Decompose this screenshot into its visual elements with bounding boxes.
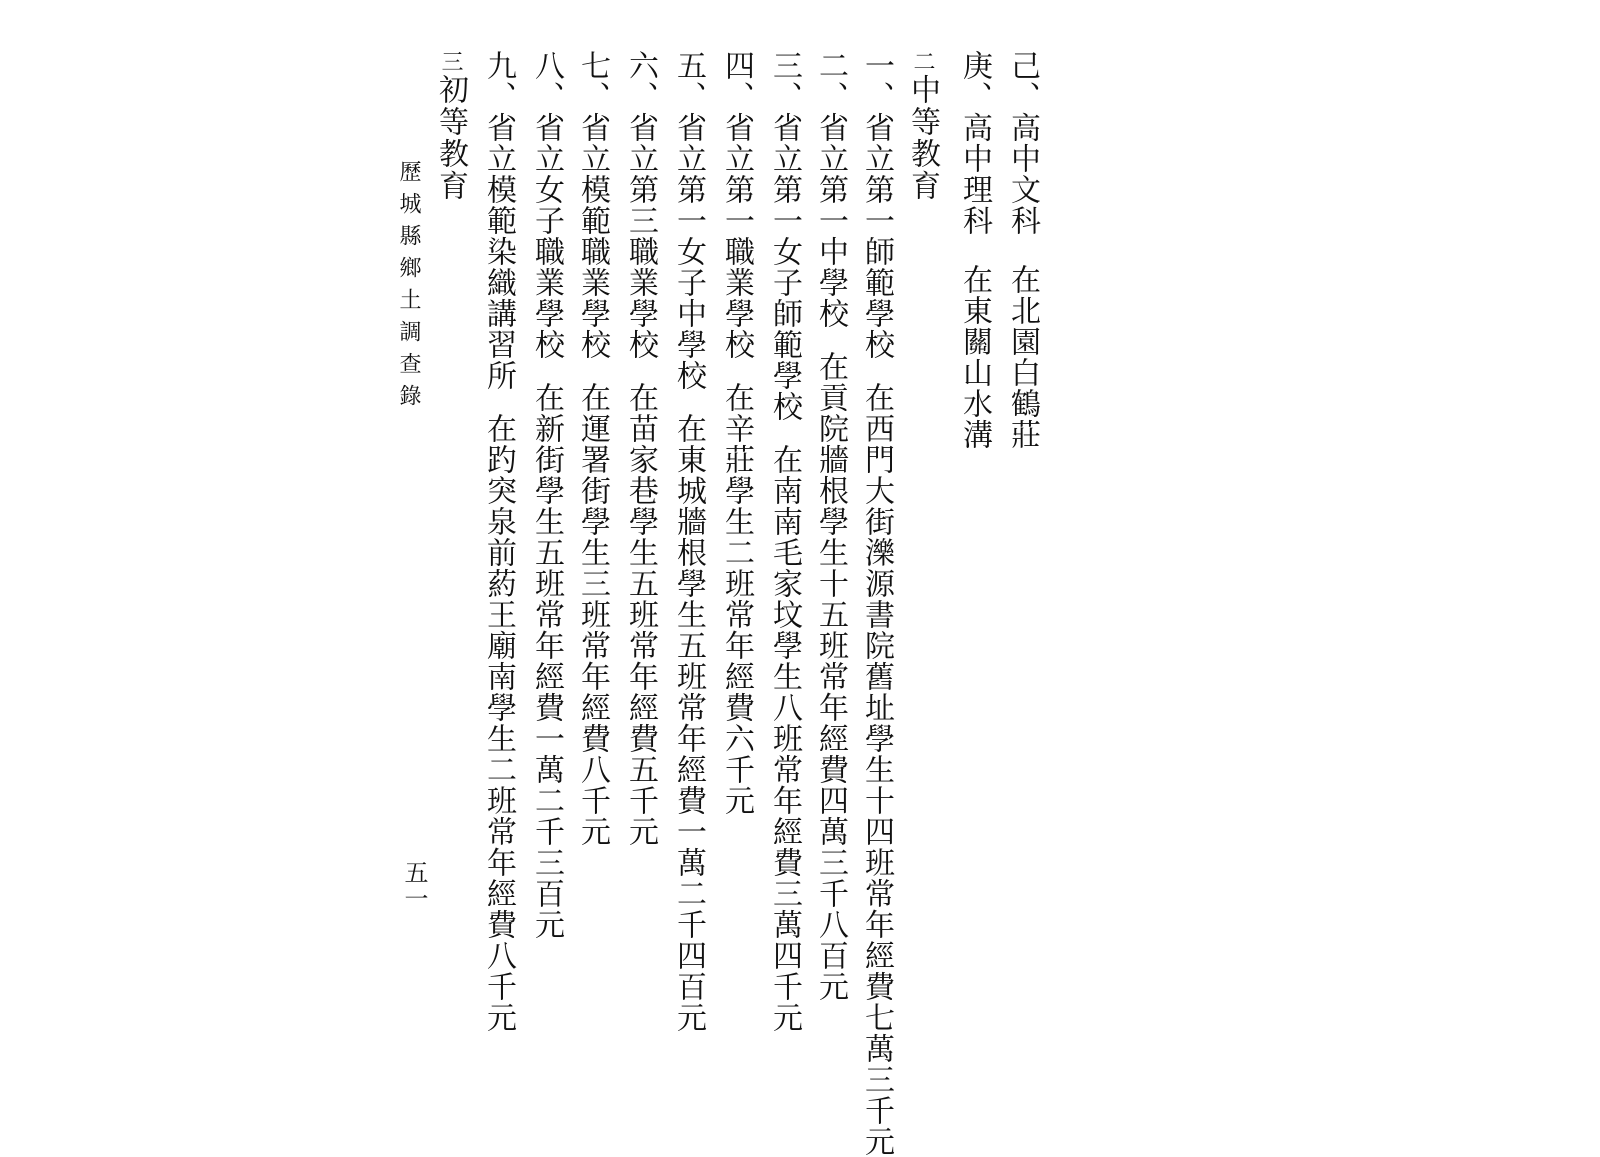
school-name: 省立第一師範學校 [859,112,894,360]
item-index: 庚、 [957,50,992,112]
school-name: 省立第三職業學校 [623,112,658,360]
item-index: 己、 [1005,50,1040,112]
item-detail: 在北園白鶴莊 [1005,264,1040,450]
school-detail: 在貢院牆根學生十五班常年經費四萬三千八百元 [813,351,848,1002]
school-index: 四、 [719,50,754,112]
list-item-high-school-science [956,50,992,450]
item-name: 高中理科 [957,112,992,236]
school-entry [574,50,610,847]
section-heading-primary [432,50,468,202]
section-heading-secondary [904,50,940,202]
page-number: 五一 [400,860,428,912]
school-entry [812,50,848,1002]
school-detail: 在南南毛家坟學生八班常年經費三萬四千元 [767,444,802,1033]
school-name: 省立第一女子師範學校 [767,112,802,422]
school-name: 省立模範職業學校 [575,112,610,360]
section-title: 初等教育 [433,74,468,202]
school-name: 省立第一中學校 [813,112,848,329]
school-entry [528,50,564,940]
school-index: 六、 [623,50,658,112]
school-index: 五、 [671,50,706,112]
list-item-high-school-arts [1004,50,1040,450]
item-name: 高中文科 [1005,112,1040,236]
school-index: 三、 [767,50,802,112]
school-detail: 在趵突泉前葯王廟南學生二班常年經費八千元 [481,413,516,1033]
school-index: 一、 [859,50,894,112]
running-header-title: 歷城縣鄉土調查錄 [396,160,421,416]
school-index: 九、 [481,50,516,112]
school-name: 省立第一職業學校 [719,112,754,360]
school-entry [766,50,802,1033]
item-detail: 在東關山水溝 [957,264,992,450]
school-name: 省立第一女子中學校 [671,112,706,391]
school-name: 省立模範染織講習所 [481,112,516,391]
school-detail: 在西門大街濼源書院舊址學生十四班常年經費七萬三千元 [859,382,894,1157]
school-detail: 在東城牆根學生五班常年經費一萬二千四百元 [671,413,706,1033]
school-index: 八、 [529,50,564,112]
school-entry [858,50,894,1157]
school-name: 省立女子職業學校 [529,112,564,360]
school-detail: 在新街學生五班常年經費一萬二千三百元 [529,382,564,940]
school-entry [622,50,658,847]
school-entry [670,50,706,1033]
section-marker: 三 [438,50,463,74]
school-detail: 在苗家巷學生五班常年經費五千元 [623,382,658,847]
school-index: 七、 [575,50,610,112]
school-entry [480,50,516,1033]
school-index: 二、 [813,50,848,112]
school-entry [718,50,754,816]
section-title: 中等教育 [905,74,940,202]
school-detail: 在辛莊學生二班常年經費六千元 [719,382,754,816]
school-detail: 在運署街學生三班常年經費八千元 [575,382,610,847]
section-marker: 二 [910,50,935,74]
